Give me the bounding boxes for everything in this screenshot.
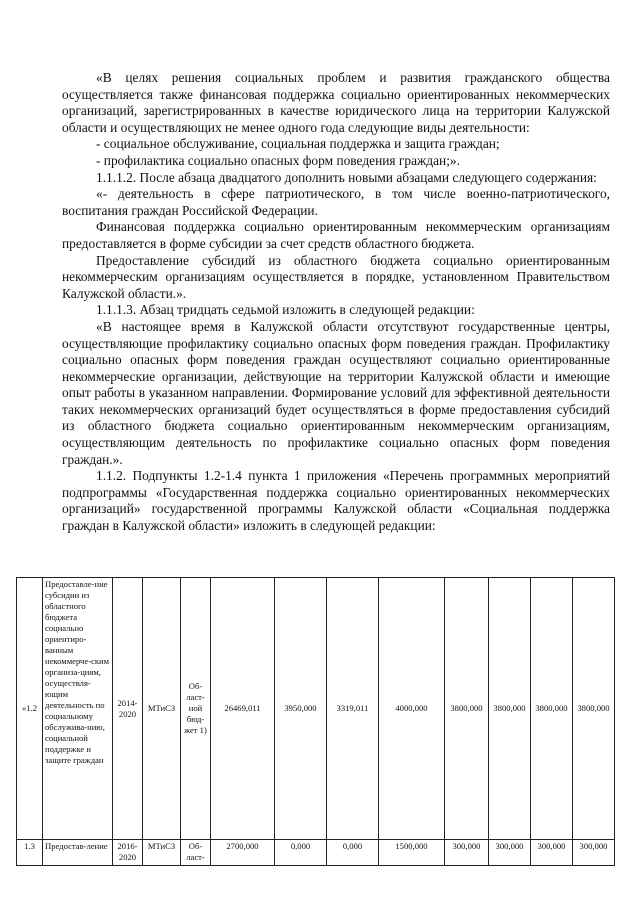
paragraph: «- деятельность в сфере патриотического, в том числе военно-патриотического, воспитания граждан Российской Федерации. (62, 186, 610, 218)
paragraph: 1.1.1.3. Абзац тридцать седьмой изложить в следующей редакции: (96, 302, 475, 318)
cell-value: 3800,000 (489, 578, 531, 840)
cell-value: 3319,011 (327, 578, 379, 840)
cell-number: 1.3 (17, 840, 43, 866)
cell-name: Предоставле-ние субсидии из областного бюджета социально ориентиро-ванным некоммерче-ским организа-циям, осуществля-ющим деятельность по социальному обслужива-нию, социальной поддержке и защите граждан (43, 578, 113, 840)
cell-value: 4000,000 (379, 578, 445, 840)
cell-value: 300,000 (531, 840, 573, 866)
cell-value: 3950,000 (275, 578, 327, 840)
cell-source: Об-ласт-ной бюд-жет 1) (181, 578, 211, 840)
body-text (62, 70, 610, 535)
program-table (16, 577, 615, 866)
paragraph: «В целях решения социальных проблем и развития гражданского общества осуществляется также финансовая поддержка социально ориентированных некоммерческих организаций, зарегистрированных в качестве юридического лица на территории Калужской области и осуществляющих не менее одного года следующие виды деятельности: (62, 70, 610, 135)
paragraph: Финансовая поддержка социально ориентированным некоммерческим организациям предоставляется в форме субсидии за счет средств областного бюджета. (62, 219, 610, 251)
cell-years: 2016-2020 (113, 840, 143, 866)
cell-value: 1500,000 (379, 840, 445, 866)
cell-years: 2014-2020 (113, 578, 143, 840)
cell-total: 26469,011 (211, 578, 275, 840)
paragraph: - профилактика социально опасных форм поведения граждан;». (96, 152, 460, 168)
paragraph: 1.1.1.2. После абзаца двадцатого дополнить новыми абзацами следующего содержания: (96, 169, 597, 185)
cell-value: 300,000 (445, 840, 489, 866)
cell-value: 300,000 (573, 840, 615, 866)
cell-executor: МТиСЗ (143, 578, 181, 840)
cell-value: 0,000 (327, 840, 379, 866)
table-row (17, 840, 615, 866)
cell-value: 3800,000 (445, 578, 489, 840)
paragraph: 1.1.2. Подпункты 1.2-1.4 пункта 1 приложения «Перечень программных мероприятий подпрограммы «Государственная поддержка социально ориентированных некоммерческих организаций» государственной программы Калужской области «Социальная поддержка граждан в Калужской области» изложить в следующей редакции: (62, 468, 610, 534)
paragraph: «В настоящее время в Калужской области отсутствуют государственные центры, осуществляющие профилактику социально опасных форм поведения граждан. Профилактику социально опасных форм поведения граждан осуществляют социально ориентированные некоммерческие организации, действующие на территории Калужской области и имеющие опыт работы в указанном направлении. Формирование условий для эффективной деятельности таких некоммерческих организаций будет осуществляться в форме предоставления субсидий из областного бюджета социально ориентированным некоммерческим организациям, осуществляющим деятельность по профилактике социально опасных форм поведения граждан.». (62, 318, 610, 467)
cell-number: «1.2 (17, 578, 43, 840)
paragraph: Предоставление субсидий из областного бюджета социально ориентированным некоммерческим организациям осуществляется в порядке, установленном Правительством Калужской области.». (62, 252, 610, 301)
table-row (17, 578, 615, 840)
cell-value: 3800,000 (573, 578, 615, 840)
cell-value: 3800,000 (531, 578, 573, 840)
cell-value: 0,000 (275, 840, 327, 866)
cell-name: Предостав-ление (43, 840, 113, 866)
cell-total: 2700,000 (211, 840, 275, 866)
cell-value: 300,000 (489, 840, 531, 866)
cell-source: Об-ласт- (181, 840, 211, 866)
cell-executor: МТиСЗ (143, 840, 181, 866)
paragraph: - социальное обслуживание, социальная поддержка и защита граждан; (96, 136, 500, 152)
